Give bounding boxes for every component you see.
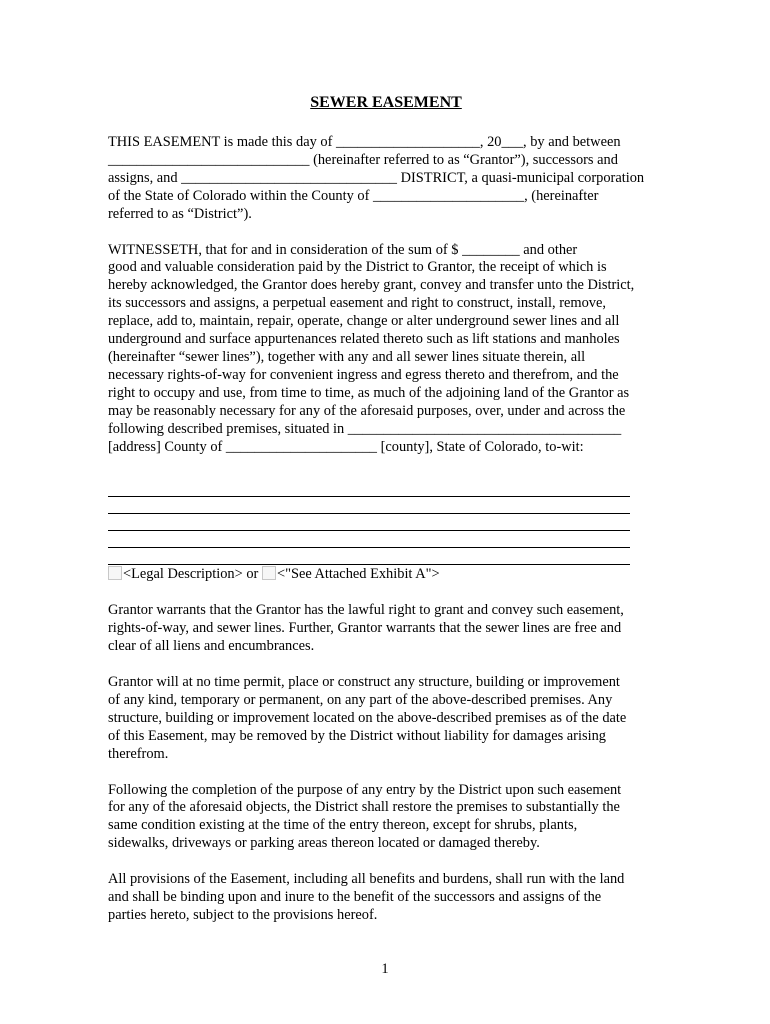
paragraph-line: hereby acknowledged, the Grantor does hereby grant, convey and transfer unto the District,	[108, 277, 635, 294]
paragraph-line: same condition existing at the time of the entry thereon, except for shrubs, plants,	[108, 817, 578, 834]
paragraph-line: and shall be binding upon and inure to the benefit of the successors and assigns of the	[108, 889, 602, 906]
paragraph-line: referred to as “District”).	[108, 205, 252, 222]
provisions-paragraph	[108, 871, 668, 925]
paragraph-line: (hereinafter “sewer lines”), together with any and all sewer lines situate therein, all	[108, 348, 586, 365]
paragraph-line: rights-of-way, and sewer lines. Further, Grantor warrants that the sewer lines are free and	[108, 620, 622, 637]
paragraph-line: its successors and assigns, a perpetual easement and right to construct, install, remove,	[108, 295, 606, 312]
paragraph-line: sidewalks, driveways or parking areas thereon located or damaged thereby.	[108, 835, 540, 852]
legal-description-blank-lines	[108, 480, 668, 565]
document-page	[108, 93, 668, 943]
blank-line[interactable]	[108, 531, 630, 548]
paragraph-line: of the State of Colorado within the County of _____________________, (hereinafter	[108, 187, 599, 204]
structure-paragraph	[108, 674, 668, 764]
paragraph-line: Grantor will at no time permit, place or construct any structure, building or improvement	[108, 674, 620, 691]
paragraph-line: parties hereto, subject to the provisions hereof.	[108, 907, 378, 923]
paragraph-line: good and valuable consideration paid by the District to Grantor, the receipt of which is	[108, 259, 607, 276]
paragraph-line: WITNESSETH, that for and in consideration of the sum of $ ________ and other	[108, 241, 578, 258]
paragraph-line: ____________________________ (hereinafter referred to as “Grantor”), successors and	[108, 151, 618, 168]
legal-description-option-label: <Legal Description>	[123, 566, 243, 583]
paragraph-line: All provisions of the Easement, including all benefits and burdens, shall run with the land	[108, 871, 625, 888]
blank-line[interactable]	[108, 514, 630, 531]
paragraph-line: for any of the aforesaid objects, the District shall restore the premises to substantially the	[108, 799, 620, 816]
document-title: SEWER EASEMENT	[310, 94, 462, 111]
paragraph-line: of any kind, temporary or permanent, on any part of the above-described premises. Any	[108, 691, 613, 708]
blank-line[interactable]	[108, 548, 630, 565]
paragraph-line: [address] County of _____________________ [county], State of Colorado, to-wit:	[108, 438, 584, 455]
paragraph-line: clear of all liens and encumbrances.	[108, 638, 315, 655]
option-separator: or	[246, 566, 259, 583]
paragraph-line: of this Easement, may be removed by the District without liability for damages arising	[108, 727, 606, 744]
paragraph-line: following described premises, situated in ______________________________________	[108, 420, 622, 437]
paragraph-line: therefrom.	[108, 745, 169, 762]
paragraph-line: structure, building or improvement located on the above-described premises as of the date	[108, 709, 627, 726]
restoration-paragraph	[108, 782, 668, 854]
paragraph-line: right to occupy and use, from time to time, as much of the adjoining land of the Grantor as	[108, 384, 630, 401]
exhibit-a-option-label: <"See Attached Exhibit A">	[276, 566, 440, 583]
warranty-paragraph	[108, 602, 668, 656]
paragraph-line: underground and surface appurtenances related thereto such as lift stations and manholes	[108, 331, 620, 348]
paragraph-line: replace, add to, maintain, repair, operate, change or alter underground sewer lines and all	[108, 313, 620, 330]
paragraph-line: may be reasonably necessary for any of the aforesaid purposes, over, under and across the	[108, 402, 626, 419]
blank-line[interactable]	[108, 497, 630, 514]
legal-description-checkbox[interactable]	[108, 566, 122, 580]
page-number: 1	[381, 961, 389, 977]
witnesseth-paragraph	[108, 242, 668, 457]
exhibit-a-checkbox[interactable]	[262, 566, 276, 580]
paragraph-line: THIS EASEMENT is made this day of ____________________, 20___, by and between	[108, 134, 621, 150]
blank-line[interactable]	[108, 480, 630, 497]
legal-description-options	[108, 566, 668, 584]
paragraph-line: necessary rights-of-way for convenient ingress and egress thereto and therefrom, and the	[108, 366, 619, 383]
paragraph-line: Grantor warrants that the Grantor has the lawful right to grant and convey such easement,	[108, 602, 624, 619]
intro-paragraph	[108, 134, 668, 224]
paragraph-line: Following the completion of the purpose of any entry by the District upon such easement	[108, 781, 622, 798]
paragraph-line: assigns, and ______________________________ DISTRICT, a quasi-municipal corporation	[108, 169, 645, 186]
